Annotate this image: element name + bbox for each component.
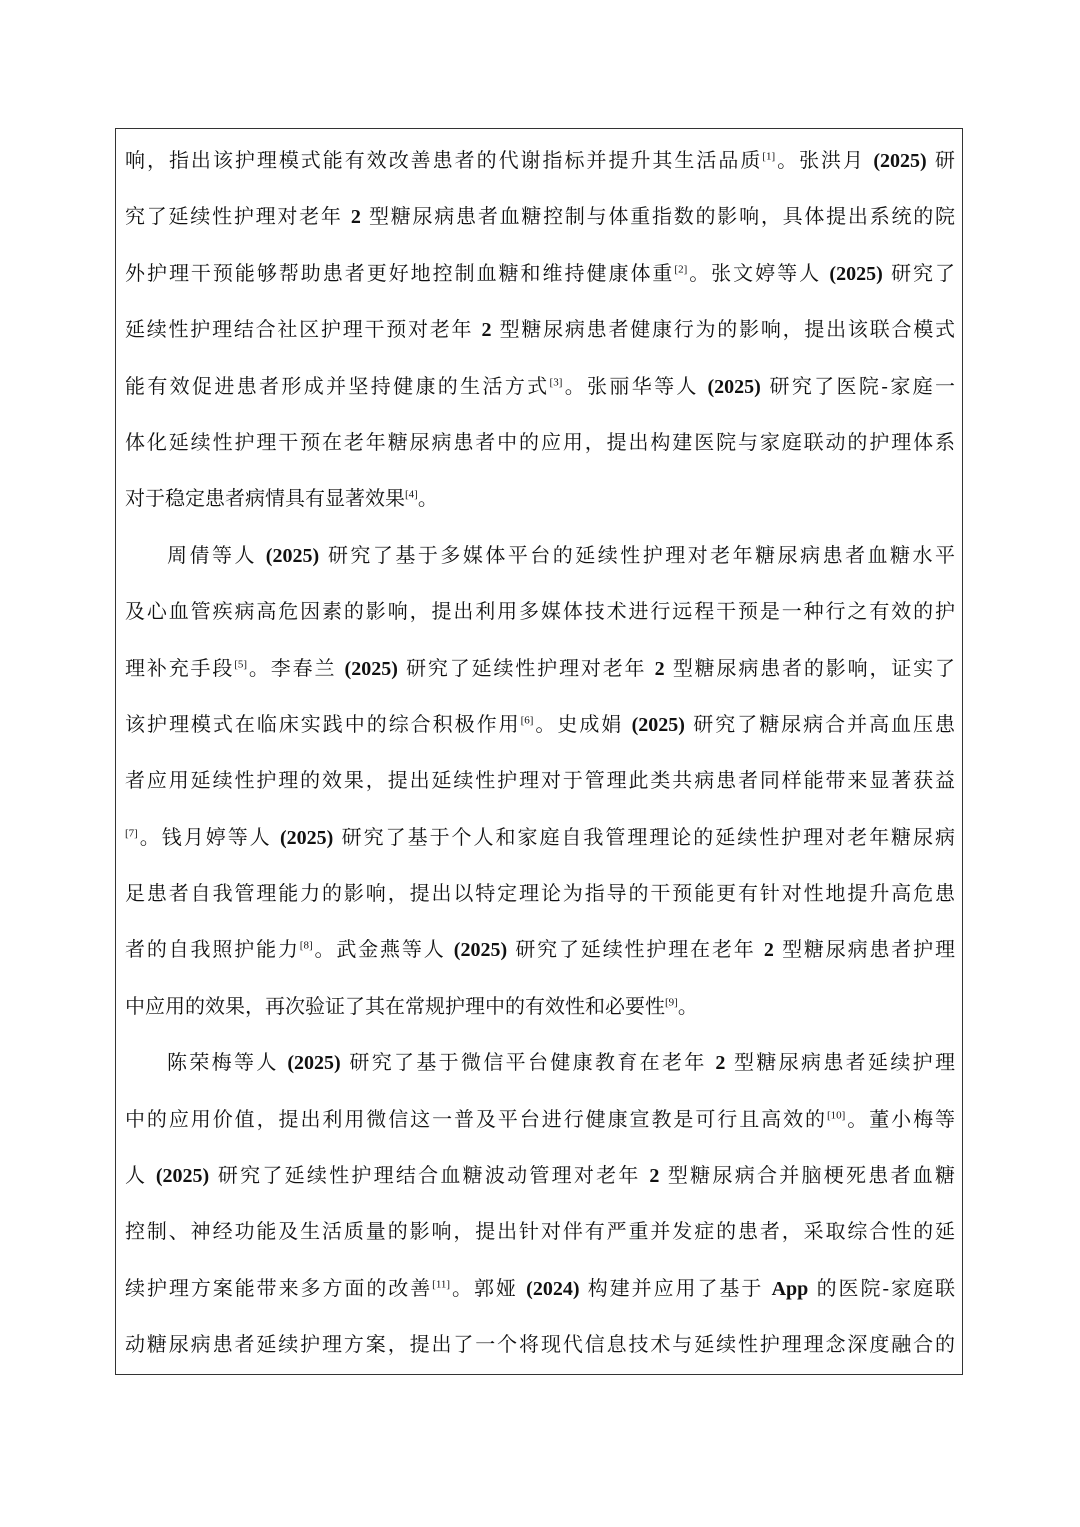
text-line (125, 1260, 955, 1316)
text-segment: 外护理干预能够帮助患者更好地控制血糖和维持健康体重 (125, 260, 675, 285)
text-segment: 型糖尿病患者的影响，证实了 (664, 655, 955, 680)
text-line (125, 583, 955, 639)
citation-ref: [7] (125, 827, 138, 840)
latin-text: (2025) (280, 826, 334, 849)
latin-text: (2025) (873, 150, 927, 172)
citation-ref: [1] (762, 150, 776, 163)
text-line (125, 414, 955, 470)
text-segment: 陈荣梅等人 (167, 1050, 288, 1075)
text-segment: 对于稳定患者病情具有显著效果 (125, 486, 405, 511)
text-line (125, 245, 955, 301)
citation-ref: [8] (299, 939, 313, 952)
text-segment: 研究了糖尿病合并高血压患 (684, 711, 955, 736)
text-segment: 研究了基于个人和家庭自我管理理论的延续性护理对老年糖尿病 (333, 824, 955, 849)
latin-text: (2025) (344, 657, 398, 680)
text-segment: 及心血管疾病高危因素的影响，提出利用多媒体技术进行远程干预是一种行之有效的护 (125, 599, 955, 624)
text-segment: 中应用的效果，再次验证了其在常规护理中的有效性和必要性 (125, 993, 665, 1018)
text-line (125, 865, 955, 921)
text-segment: 。史成娟 (533, 711, 632, 736)
latin-text: 2 (654, 657, 665, 680)
text-segment: 研究了基于微信平台健康教育在老年 (340, 1050, 716, 1075)
text-segment: 研究了 (882, 260, 955, 285)
text-segment: 。董小梅等 (845, 1106, 955, 1131)
text-segment: 。李春兰 (247, 655, 345, 680)
text-segment: 体化延续性护理干预在老年糖尿病患者中的应用，提出构建医院与家庭联动的护理体系 (125, 429, 955, 454)
latin-text: (2025) (265, 544, 320, 567)
text-line (125, 752, 955, 808)
text-line (125, 696, 955, 752)
text-segment: 构建并应用了基于 (579, 1275, 772, 1300)
text-segment: 。 (417, 486, 438, 511)
latin-text: 2 (350, 206, 361, 229)
text-segment: 研 (926, 148, 955, 172)
text-segment: 该护理模式在临床实践中的综合积极作用 (125, 711, 521, 736)
text-segment: 。张文婷等人 (687, 260, 830, 285)
text-line (125, 1316, 955, 1372)
text-segment: 型糖尿病合并脑梗死患者血糖 (659, 1163, 955, 1188)
citation-ref: [6] (520, 714, 534, 727)
latin-text: 2 (481, 319, 492, 342)
text-segment: 研究了医院-家庭一 (760, 373, 955, 398)
body-text (125, 132, 955, 1373)
latin-text: (2025) (287, 1052, 341, 1075)
citation-ref: [4] (405, 488, 418, 501)
text-line (125, 1203, 955, 1259)
text-segment: 。张洪月 (775, 148, 874, 172)
text-segment: 究了延续性护理对老年 (125, 204, 351, 229)
text-segment: 研究了延续性护理对老年 (397, 655, 655, 680)
latin-text: (2025) (155, 1165, 210, 1188)
text-segment: 理补充手段 (125, 655, 235, 680)
text-line (125, 1147, 955, 1203)
text-line (125, 527, 955, 583)
text-segment: 足患者自我管理能力的影响，提出以特定理论为指导的干预能更有针对性地提升高危患 (125, 881, 955, 906)
text-segment: 型糖尿病患者护理 (773, 937, 955, 962)
text-line (125, 470, 955, 526)
text-segment: 。钱月婷等人 (137, 824, 280, 849)
text-segment: 响，指出该护理模式能有效改善患者的代谢指标并提升其生活品质 (125, 148, 763, 172)
text-segment: 型糖尿病患者延续护理 (725, 1050, 955, 1075)
text-segment: 。张丽华等人 (562, 373, 708, 398)
text-segment: 。 (677, 993, 698, 1018)
text-segment: 延续性护理结合社区护理干预对老年 (125, 317, 482, 342)
text-segment: 者应用延续性护理的效果，提出延续性护理对于管理此类共病患者同样能带来显著获益 (125, 768, 955, 793)
citation-ref: [5] (234, 657, 248, 670)
text-segment: 续护理方案能带来多方面的改善 (125, 1275, 433, 1300)
text-segment: 。郭娅 (450, 1275, 527, 1300)
text-segment: 周倩等人 (167, 542, 266, 567)
citation-ref: [10] (827, 1108, 846, 1121)
text-line (125, 132, 955, 188)
text-segment: 动糖尿病患者延续护理方案，提出了一个将现代信息技术与延续性护理理念深度融合的 (125, 1332, 955, 1357)
text-line (125, 1034, 955, 1090)
text-segment: 研究了延续性护理在老年 (507, 937, 764, 962)
text-segment: 型糖尿病患者健康行为的影响，提出该联合模式 (491, 317, 955, 342)
text-line (125, 809, 955, 865)
citation-ref: [9] (665, 996, 678, 1009)
text-line (125, 978, 955, 1034)
text-line (125, 921, 955, 977)
text-segment: 研究了基于多媒体平台的延续性护理对老年糖尿病患者血糖水平 (319, 542, 955, 567)
text-segment: 型糖尿病患者血糖控制与体重指数的影响，具体提出系统的院 (360, 204, 955, 229)
latin-text: 2 (715, 1052, 726, 1075)
text-line (125, 358, 955, 414)
text-line (125, 188, 955, 244)
latin-text: (2025) (631, 713, 685, 736)
text-line (125, 1091, 955, 1147)
text-segment: 的医院-家庭联 (808, 1275, 955, 1300)
text-segment: 控制、神经功能及生活质量的影响，提出针对伴有严重并发症的患者，采取综合性的延 (125, 1219, 955, 1244)
latin-text: 2 (649, 1165, 660, 1188)
latin-text: (2025) (453, 939, 508, 962)
latin-text: (2025) (829, 262, 883, 285)
text-segment: 研究了延续性护理结合血糖波动管理对老年 (209, 1163, 650, 1188)
text-segment: 人 (125, 1163, 156, 1188)
citation-ref: [3] (549, 375, 563, 388)
latin-text: App (771, 1277, 809, 1300)
citation-ref: [11] (432, 1278, 451, 1291)
citation-ref: [2] (674, 263, 688, 276)
latin-text: 2 (763, 939, 774, 962)
text-line (125, 301, 955, 357)
text-segment: 者的自我照护能力 (125, 937, 300, 962)
text-segment: 能有效促进患者形成并坚持健康的生活方式 (125, 373, 550, 398)
text-segment: 。武金燕等人 (312, 937, 454, 962)
latin-text: (2024) (526, 1277, 580, 1300)
text-segment: 中的应用价值，提出利用微信这一普及平台进行健康宣教是可行且高效的 (125, 1106, 827, 1131)
text-line (125, 640, 955, 696)
latin-text: (2025) (707, 375, 761, 398)
